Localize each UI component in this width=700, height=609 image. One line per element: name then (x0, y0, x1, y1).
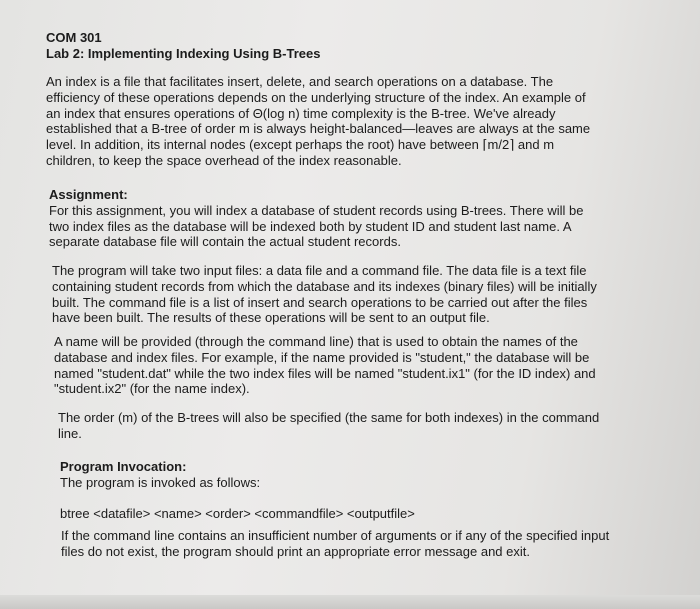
assignment-heading: Assignment: (49, 187, 128, 202)
invocation-heading: Program Invocation: (60, 459, 187, 474)
invocation-command: btree <datafile> <name> <order> <commandfile> <outputfile> (60, 505, 415, 521)
program-invocation-section (60, 459, 415, 521)
text-line: an index that ensures operations of Θ(log n) time complexity is the B-tree. We've already (46, 105, 556, 121)
assignment-section (49, 187, 583, 250)
order-paragraph (58, 410, 599, 442)
text-line: database and index files. For example, if the name provided is "student," the database will be (54, 349, 590, 365)
text-line: files do not exist, the program should print an appropriate error message and exit. (61, 543, 530, 559)
input-files-paragraph (52, 263, 597, 326)
file-name-paragraph (54, 334, 596, 397)
text-line: children, to keep the space overhead of the index reasonable. (46, 152, 402, 168)
text-line: "student.ix2" (for the name index). (54, 381, 250, 397)
text-line: The order (m) of the B-trees will also be specified (the same for both indexes) in the command (58, 410, 600, 425)
intro-paragraph (46, 74, 590, 169)
text-line: two index files as the database will be indexed both by student ID and student last name. A (49, 218, 572, 234)
error-paragraph (61, 528, 609, 560)
text-line: named "student.dat" while the two index files will be named "student.ix1" (for the ID index) and (54, 365, 596, 381)
text-line: built. The command file is a list of insert and search operations to be carried out after the files (52, 294, 588, 310)
invocation-text: The program is invoked as follows: (60, 474, 261, 490)
text-line: efficiency of these operations depends on the underlying structure of the index. An example of (46, 89, 586, 105)
text-line: If the command line contains an insufficient number of arguments or if any of the specified input (61, 528, 610, 543)
text-line: A name will be provided (through the command line) that is used to obtain the names of the (54, 334, 578, 349)
lab-title: Lab 2: Implementing Indexing Using B-Trees (46, 45, 321, 61)
text-line: have been built. The results of these operations will be sent to an output file. (52, 310, 490, 326)
text-line: containing student records from which the database and its indexes (binary files) will be initially (52, 278, 597, 294)
text-line: level. In addition, its internal nodes (except perhaps the root) have between ⌈m/2⌉ and m (46, 137, 555, 153)
text-line: separate database file will contain the actual student records. (49, 234, 401, 250)
text-line: For this assignment, you will index a database of student records using B-trees. There will be (49, 202, 584, 218)
course-code: COM 301 (46, 30, 102, 45)
document-header (46, 30, 321, 62)
page-edge-shadow (0, 595, 700, 609)
text-line: established that a B-tree of order m is always height-balanced—leaves are always at the same (46, 121, 591, 137)
text-line: The program will take two input files: a data file and a command file. The data file is a text file (52, 263, 587, 278)
text-line: line. (58, 425, 82, 441)
text-line: An index is a file that facilitates insert, delete, and search operations on a database. The (46, 74, 554, 89)
